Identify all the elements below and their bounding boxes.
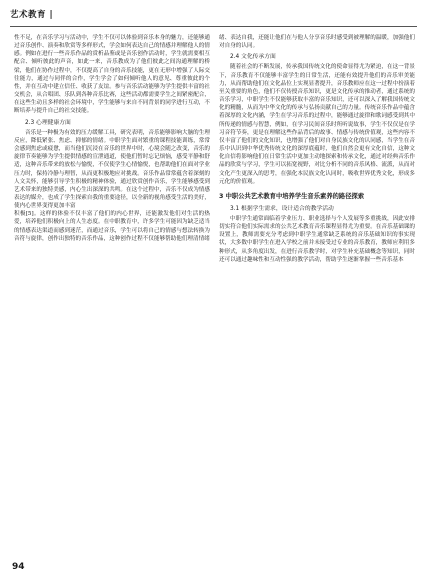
journal-header: 艺术教育 | xyxy=(10,10,54,20)
right-column xyxy=(219,34,415,264)
paragraph: 绪、表达自我，还能让他们在与他人分享音乐时感受到被理解的温暖，加强他们对自身的认同。 xyxy=(219,35,415,50)
section-heading: 3.1 根据学生需求，设计适合的教学活动 xyxy=(230,205,334,212)
paragraph: 性不足，在音乐学习与活动中，学生不仅可以体验到音乐本身的魅力，还能够通过音乐创作、演奏和欣赏等多样形式，学会如何表达自己的情感并理解他人的情感。例如在进行一些音乐作品的赏析品鉴或是音乐创作活动时，学生就需要相互配合、倾听彼此的声音，如此一来，音乐教成为了他们彼此之间沟通理解的桥梁，他们在协作过程中，不仅提高了自身的音乐技能，更在无形中增强了人际交往能力，通过与同伴的合作，学生学会了如何倾听他人的意见、尊重彼此的个性，并在互动中建立信任、收获了友谊。参与音乐活动能够为学生提供丰富的社交机会，从合唱团、乐队到各种音乐比赛，这些活动都需要学生之间紧密配合，在这些生动且多样的社会环境中，学生能够与来自不同背景的同学进行互动，不断培养与提升自己的社交技能。 xyxy=(14,35,210,115)
paragraph: 随着社会的不断发展，传承我国传统文化的使命显得尤为紧迫，在这一背景下，音乐教育不仅能够丰富学生的日常生活，还能有效提升他们的音乐审美能力，从而帮助他们在文化品位上实现显著提升，音乐教师应在这一过程中扮演着至关重要的角色，他们不仅传授音乐知识，更是文化传承的推动者，通过系统的音乐学习，中职学生不仅能够获取丰富的音乐知识，还可以深入了解我国传统文化的精髓，从而为中华文化的传承与弘扬贡献自己的力量。传统音乐作品中蕴含着深厚的文化内涵，学生在学习音乐的过程中，能够通过旋律和歌词感受到其中所传递的情感与智慧，例如，在学习民间音乐时所听说故事，学生不仅仅是在学习音符节奏，更是在理解这些作品背后的故事、情感与传统价值观，这些内容不仅丰富了他们的文化知识，也增强了他们对自身民族文化的认同感，当学生在音乐中认识到中华优秀传统文化的深厚底蕴时，他们自然会更有文化自信，这种文化自信将影响他们在日常生活中更加主动地探索和传承文化，通过对经典音乐作品的欣赏与学习，学生可以拓宽视野，对比分析不同的音乐风格、流派，从而对文化产生更深入的思考，在强化本民族文化认同时，吸收世界优秀文化，形成多元化的价值观。 xyxy=(219,64,415,185)
paragraph xyxy=(14,210,210,243)
paragraph: 音乐是一种极为有效的压力缓解工具，研究表明，音乐能够影响大脑的生理反应，降低紧张、焦虑、抑郁的情绪。中职学生面对繁重的课程技能训练，常常会感到焦虑或疲惫，而当他们沉浸在音乐的世界中时，心境会随之改变，音乐的旋律节奏能够为学生提供情感的宣泄通道，使他们暂时忘记烦恼，感受平静和舒适，这种音乐带来的放松与愉悦，不仅使学生心情愉悦，也帮助他们在面对学业压力时，保持冷静与理智，从而更积极地应对挑战。音乐作品常常蕴含着深刻的人文关怀，能够引导学生积极的精神体验，通过欣赏创作音乐，学生能够感受到艺术带来的独特美感，内心生出深深的共鸣。在这个过程中，音乐不仅成为情感表达的媒介，也成了学生探索自我的重要途径，以全新的视角感受生活的美好，使内心世界变得更加丰富 xyxy=(14,129,210,210)
paragraph-text: 积极[5]。这样的体验不仅丰富了他们的内心世界，还能激发他们对生活的热爱，培养他们积极向上的人生态度。在中职教育中，许多学生可能因为缺乏适当的情感表达渠道而感到迷茫，而通过音乐，学生可以将自己的情感与想法转换为音符与旋律，创作出独特的音乐作品，这种创作过程不仅能够帮助他们理清情绪 xyxy=(14,211,210,242)
header-divider xyxy=(10,26,417,27)
chapter-heading: 3 中职公共艺术教育中培养学生音乐素养的路径探索 xyxy=(219,192,365,200)
section-heading: 2.4 文化传承方面 xyxy=(230,54,276,61)
section-heading: 2.3 心理健康方面 xyxy=(25,119,71,126)
paragraph: 中职学生通常面临着学业压力、职业选择与个人发展等多重挑战，因此安排切实符合他们实际需求的公共艺术教育音乐课程显得尤为重要。在音乐基础课的设置上，教师需要充分考虑到中职学生通常缺乏系统的音乐基础知识的事实现状，大多数中职学生在进入学校之前并未接受过专业的音乐教育，教师应利用多种形式，从多角度出发，在进行音乐教学时，对学生补充基础概念等知识，同时还可以通过趣味性和互动性强的教学活动，帮助学生逐渐掌握一些音乐基本 xyxy=(219,215,415,263)
page-number: 94 xyxy=(12,562,25,572)
left-column xyxy=(14,34,210,243)
